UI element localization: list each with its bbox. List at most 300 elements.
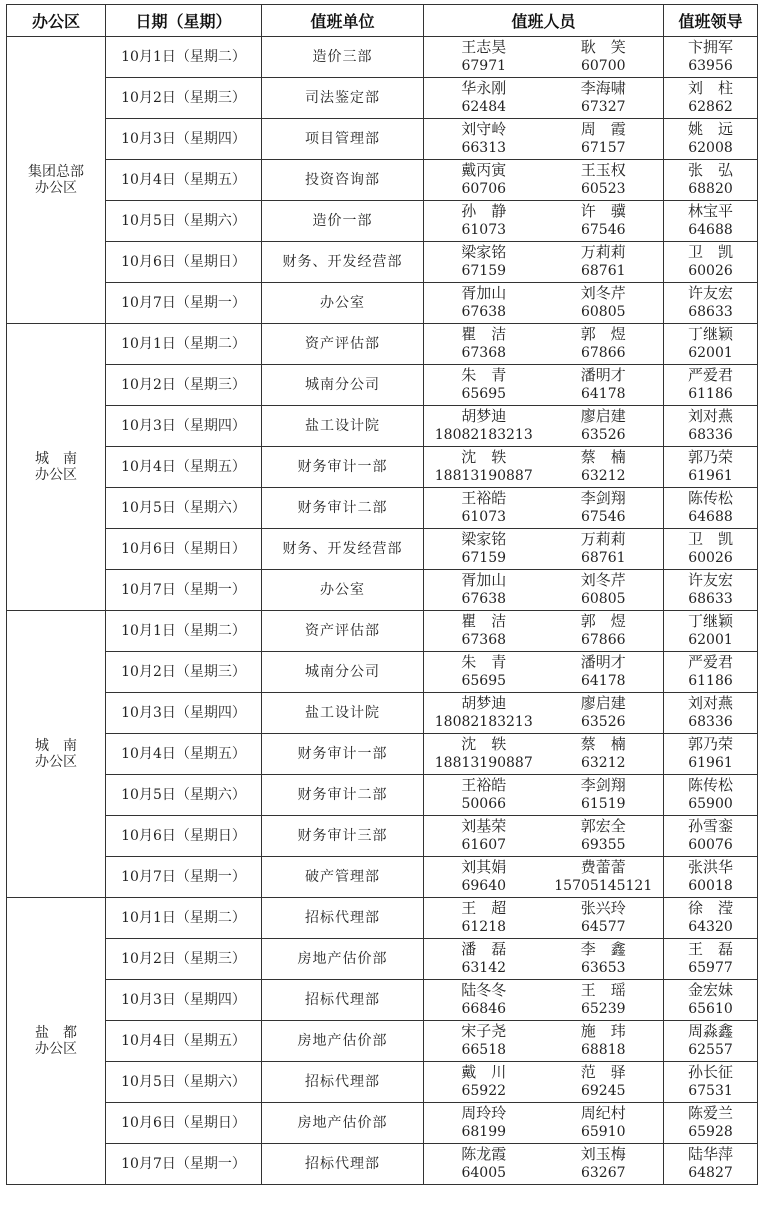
staff-phone: 69640 bbox=[461, 878, 507, 894]
leader-name: 陆华萍 bbox=[687, 1145, 733, 1163]
staff-name: 瞿 洁 bbox=[461, 612, 507, 630]
staff-phone: 63212 bbox=[580, 468, 626, 484]
staff-names bbox=[424, 571, 663, 590]
staff-phone: 61073 bbox=[461, 509, 507, 525]
leader-name: 徐 滢 bbox=[687, 899, 733, 917]
duty-leader-cell bbox=[664, 119, 758, 160]
duty-leader-cell bbox=[664, 734, 758, 775]
staff-names bbox=[424, 243, 663, 262]
date-cell: 10月7日（星期一） bbox=[106, 570, 262, 611]
leader-phone: 60076 bbox=[688, 837, 733, 853]
duty-staff-cell bbox=[424, 898, 664, 939]
staff-name: 陆冬冬 bbox=[461, 981, 507, 999]
staff-name: 李海啸 bbox=[580, 79, 626, 97]
staff-name: 郭宏全 bbox=[580, 817, 626, 835]
staff-phone: 68818 bbox=[580, 1042, 626, 1058]
staff-phone: 65695 bbox=[461, 673, 507, 689]
staff-phone: 63142 bbox=[461, 960, 507, 976]
staff-name: 耿 笑 bbox=[580, 38, 626, 56]
staff-phone: 61607 bbox=[461, 837, 507, 853]
staff-phone: 67971 bbox=[461, 58, 507, 74]
staff-name: 周纪村 bbox=[580, 1104, 626, 1122]
leader-phone: 68633 bbox=[688, 591, 733, 607]
staff-names bbox=[424, 817, 663, 836]
duty-staff-cell bbox=[424, 775, 664, 816]
table-row bbox=[7, 37, 758, 78]
staff-phone: 67866 bbox=[580, 345, 626, 361]
staff-phone: 67368 bbox=[461, 345, 507, 361]
staff-names bbox=[424, 612, 663, 631]
staff-names bbox=[424, 202, 663, 221]
date-cell: 10月7日（星期一） bbox=[106, 283, 262, 324]
duty-unit-cell: 资产评估部 bbox=[262, 324, 424, 365]
duty-staff-cell bbox=[424, 652, 664, 693]
staff-phone: 67327 bbox=[580, 99, 626, 115]
duty-unit-cell: 房地产估价部 bbox=[262, 939, 424, 980]
staff-phone: 66846 bbox=[461, 1001, 507, 1017]
staff-phones bbox=[424, 1000, 663, 1019]
date-cell: 10月3日（星期四） bbox=[106, 980, 262, 1021]
date-cell: 10月1日（星期二） bbox=[106, 611, 262, 652]
office-area-label: 办公区 bbox=[35, 180, 77, 196]
table-row bbox=[7, 693, 758, 734]
staff-phones bbox=[424, 262, 663, 281]
leader-name: 许友宏 bbox=[687, 571, 733, 589]
staff-phone: 64577 bbox=[580, 919, 626, 935]
leader-name: 刘对燕 bbox=[687, 694, 733, 712]
staff-phone: 61218 bbox=[461, 919, 507, 935]
leader-name: 刘对燕 bbox=[687, 407, 733, 425]
staff-names bbox=[424, 120, 663, 139]
duty-leader-cell bbox=[664, 570, 758, 611]
date-cell: 10月2日（星期三） bbox=[106, 365, 262, 406]
duty-leader-cell bbox=[664, 980, 758, 1021]
staff-phone: 69355 bbox=[580, 837, 626, 853]
staff-phones bbox=[424, 139, 663, 158]
staff-phone: 68761 bbox=[580, 263, 626, 279]
staff-name: 王 瑶 bbox=[580, 981, 626, 999]
leader-name: 孙雪銮 bbox=[687, 817, 733, 835]
staff-phone: 18082183213 bbox=[434, 427, 533, 443]
staff-name: 廖启建 bbox=[580, 407, 626, 425]
leader-name: 刘 柱 bbox=[687, 79, 733, 97]
staff-names bbox=[424, 1022, 663, 1041]
table-row bbox=[7, 1103, 758, 1144]
staff-phones bbox=[424, 631, 663, 650]
date-cell: 10月3日（星期四） bbox=[106, 406, 262, 447]
staff-name: 蔡 楠 bbox=[580, 448, 626, 466]
staff-name: 胥加山 bbox=[461, 284, 507, 302]
table-row bbox=[7, 488, 758, 529]
staff-phones bbox=[424, 344, 663, 363]
staff-name: 朱 青 bbox=[461, 366, 507, 384]
duty-leader-cell bbox=[664, 324, 758, 365]
leader-phone: 62001 bbox=[688, 632, 733, 648]
date-cell: 10月2日（星期三） bbox=[106, 939, 262, 980]
leader-phone: 68336 bbox=[688, 427, 733, 443]
header-office: 办公区 bbox=[7, 5, 106, 37]
duty-unit-cell: 造价三部 bbox=[262, 37, 424, 78]
staff-names bbox=[424, 653, 663, 672]
staff-phone: 18082183213 bbox=[434, 714, 533, 730]
duty-leader-cell bbox=[664, 775, 758, 816]
leader-name: 卞拥军 bbox=[687, 38, 733, 56]
staff-name: 刘冬芹 bbox=[580, 284, 626, 302]
staff-names bbox=[424, 1145, 663, 1164]
leader-phone: 64688 bbox=[688, 509, 733, 525]
leader-phone: 60018 bbox=[688, 878, 733, 894]
staff-name: 费蕾蕾 bbox=[580, 858, 626, 876]
staff-names bbox=[424, 448, 663, 467]
staff-phone: 63526 bbox=[580, 427, 626, 443]
staff-names bbox=[424, 735, 663, 754]
table-row bbox=[7, 242, 758, 283]
leader-name: 郭乃荣 bbox=[687, 735, 733, 753]
staff-phone: 63267 bbox=[580, 1165, 626, 1181]
duty-leader-cell bbox=[664, 529, 758, 570]
staff-name: 沈 轶 bbox=[461, 735, 507, 753]
duty-schedule-table bbox=[6, 4, 758, 1185]
date-cell: 10月1日（星期二） bbox=[106, 324, 262, 365]
date-cell: 10月1日（星期二） bbox=[106, 898, 262, 939]
header-leader: 值班领导 bbox=[664, 5, 758, 37]
staff-name: 李剑翔 bbox=[580, 489, 626, 507]
duty-staff-cell bbox=[424, 447, 664, 488]
staff-phones bbox=[424, 918, 663, 937]
staff-name: 陈龙霞 bbox=[461, 1145, 507, 1163]
duty-leader-cell bbox=[664, 857, 758, 898]
table-row bbox=[7, 939, 758, 980]
date-cell: 10月2日（星期三） bbox=[106, 652, 262, 693]
staff-phone: 67157 bbox=[580, 140, 626, 156]
duty-staff-cell bbox=[424, 1144, 664, 1185]
duty-staff-cell bbox=[424, 1062, 664, 1103]
staff-phones bbox=[424, 1123, 663, 1142]
table-row bbox=[7, 324, 758, 365]
duty-staff-cell bbox=[424, 734, 664, 775]
leader-name: 陈传松 bbox=[687, 776, 733, 794]
date-cell: 10月7日（星期一） bbox=[106, 857, 262, 898]
staff-phones bbox=[424, 1041, 663, 1060]
duty-leader-cell bbox=[664, 37, 758, 78]
staff-names bbox=[424, 776, 663, 795]
date-cell: 10月3日（星期四） bbox=[106, 693, 262, 734]
duty-unit-cell: 招标代理部 bbox=[262, 980, 424, 1021]
staff-phones bbox=[424, 303, 663, 322]
staff-phones bbox=[424, 467, 663, 486]
duty-leader-cell bbox=[664, 939, 758, 980]
staff-phones bbox=[424, 754, 663, 773]
staff-phone: 68199 bbox=[461, 1124, 507, 1140]
staff-name: 梁家铭 bbox=[461, 243, 507, 261]
staff-phone: 66518 bbox=[461, 1042, 507, 1058]
table-row bbox=[7, 652, 758, 693]
table-row bbox=[7, 1062, 758, 1103]
duty-leader-cell bbox=[664, 1021, 758, 1062]
duty-unit-cell: 财务审计一部 bbox=[262, 734, 424, 775]
staff-name: 朱 青 bbox=[461, 653, 507, 671]
staff-names bbox=[424, 79, 663, 98]
duty-leader-cell bbox=[664, 488, 758, 529]
leader-phone: 65977 bbox=[688, 960, 733, 976]
staff-name: 刘其娟 bbox=[461, 858, 507, 876]
staff-phone: 63653 bbox=[580, 960, 626, 976]
staff-name: 孙 静 bbox=[461, 202, 507, 220]
duty-unit-cell: 财务审计一部 bbox=[262, 447, 424, 488]
duty-unit-cell: 城南分公司 bbox=[262, 365, 424, 406]
duty-leader-cell bbox=[664, 1144, 758, 1185]
office-area-cell bbox=[7, 37, 106, 324]
leader-name: 金宏妹 bbox=[687, 981, 733, 999]
staff-names bbox=[424, 899, 663, 918]
staff-phone: 65239 bbox=[580, 1001, 626, 1017]
duty-staff-cell bbox=[424, 242, 664, 283]
staff-phone: 60700 bbox=[580, 58, 626, 74]
duty-staff-cell bbox=[424, 693, 664, 734]
staff-phone: 64005 bbox=[461, 1165, 507, 1181]
staff-phones bbox=[424, 1082, 663, 1101]
staff-phone: 67638 bbox=[461, 304, 507, 320]
staff-phone: 60523 bbox=[580, 181, 626, 197]
staff-phone: 61519 bbox=[580, 796, 626, 812]
staff-phone: 67546 bbox=[580, 509, 626, 525]
duty-leader-cell bbox=[664, 365, 758, 406]
leader-name: 丁继颖 bbox=[687, 325, 733, 343]
office-area-label: 办公区 bbox=[35, 1041, 77, 1057]
staff-name: 沈 轶 bbox=[461, 448, 507, 466]
table-row bbox=[7, 447, 758, 488]
header-staff: 值班人员 bbox=[424, 5, 664, 37]
staff-name: 胡梦迪 bbox=[461, 694, 507, 712]
leader-phone: 64320 bbox=[688, 919, 733, 935]
table-row bbox=[7, 1144, 758, 1185]
staff-name: 戴 川 bbox=[461, 1063, 507, 1081]
leader-phone: 65610 bbox=[688, 1001, 733, 1017]
staff-phone: 67159 bbox=[461, 263, 507, 279]
staff-phone: 65695 bbox=[461, 386, 507, 402]
leader-phone: 63956 bbox=[688, 58, 733, 74]
duty-unit-cell: 办公室 bbox=[262, 570, 424, 611]
duty-staff-cell bbox=[424, 37, 664, 78]
staff-name: 王裕皓 bbox=[461, 776, 507, 794]
staff-phone: 69245 bbox=[580, 1083, 626, 1099]
staff-phone: 67638 bbox=[461, 591, 507, 607]
table-row bbox=[7, 78, 758, 119]
duty-unit-cell: 财务审计二部 bbox=[262, 775, 424, 816]
date-cell: 10月4日（星期五） bbox=[106, 734, 262, 775]
leader-name: 卫 凯 bbox=[687, 530, 733, 548]
staff-phones bbox=[424, 57, 663, 76]
leader-name: 卫 凯 bbox=[687, 243, 733, 261]
staff-name: 戴丙寅 bbox=[461, 161, 507, 179]
staff-name: 万莉莉 bbox=[580, 530, 626, 548]
office-area-cell bbox=[7, 324, 106, 611]
staff-phone: 68761 bbox=[580, 550, 626, 566]
date-cell: 10月6日（星期日） bbox=[106, 816, 262, 857]
staff-name: 刘冬芹 bbox=[580, 571, 626, 589]
date-cell: 10月5日（星期六） bbox=[106, 201, 262, 242]
leader-phone: 60026 bbox=[688, 263, 733, 279]
duty-unit-cell: 投资咨询部 bbox=[262, 160, 424, 201]
date-cell: 10月4日（星期五） bbox=[106, 1021, 262, 1062]
staff-name: 梁家铭 bbox=[461, 530, 507, 548]
duty-unit-cell: 房地产估价部 bbox=[262, 1103, 424, 1144]
staff-names bbox=[424, 694, 663, 713]
staff-name: 郭 煜 bbox=[580, 325, 626, 343]
date-cell: 10月6日（星期日） bbox=[106, 1103, 262, 1144]
duty-unit-cell: 财务审计二部 bbox=[262, 488, 424, 529]
staff-name: 刘守岭 bbox=[461, 120, 507, 138]
staff-phones bbox=[424, 836, 663, 855]
staff-name: 范 驿 bbox=[580, 1063, 626, 1081]
duty-leader-cell bbox=[664, 78, 758, 119]
leader-name: 许友宏 bbox=[687, 284, 733, 302]
duty-unit-cell: 项目管理部 bbox=[262, 119, 424, 160]
staff-phone: 60805 bbox=[580, 591, 626, 607]
duty-staff-cell bbox=[424, 324, 664, 365]
staff-name: 胡梦迪 bbox=[461, 407, 507, 425]
table-row bbox=[7, 365, 758, 406]
date-cell: 10月1日（星期二） bbox=[106, 37, 262, 78]
staff-names bbox=[424, 325, 663, 344]
staff-names bbox=[424, 1104, 663, 1123]
staff-names bbox=[424, 38, 663, 57]
staff-names bbox=[424, 981, 663, 1000]
duty-leader-cell bbox=[664, 816, 758, 857]
table-row bbox=[7, 529, 758, 570]
staff-name: 瞿 洁 bbox=[461, 325, 507, 343]
table-row bbox=[7, 857, 758, 898]
staff-phone: 64178 bbox=[580, 673, 626, 689]
staff-phone: 63212 bbox=[580, 755, 626, 771]
staff-name: 许 骥 bbox=[580, 202, 626, 220]
table-row bbox=[7, 1021, 758, 1062]
staff-phones bbox=[424, 590, 663, 609]
duty-unit-cell: 招标代理部 bbox=[262, 1062, 424, 1103]
duty-staff-cell bbox=[424, 816, 664, 857]
staff-phone: 66313 bbox=[461, 140, 507, 156]
leader-phone: 62001 bbox=[688, 345, 733, 361]
staff-phones bbox=[424, 959, 663, 978]
table-body bbox=[7, 37, 758, 1185]
staff-name: 王志昊 bbox=[461, 38, 507, 56]
staff-name: 施 玮 bbox=[580, 1022, 626, 1040]
table-header bbox=[7, 5, 758, 37]
leader-phone: 61961 bbox=[688, 468, 733, 484]
table-row bbox=[7, 160, 758, 201]
duty-staff-cell bbox=[424, 365, 664, 406]
staff-phone: 15705145121 bbox=[554, 878, 653, 894]
staff-phone: 60805 bbox=[580, 304, 626, 320]
table-row bbox=[7, 816, 758, 857]
leader-name: 林宝平 bbox=[687, 202, 733, 220]
leader-name: 陈传松 bbox=[687, 489, 733, 507]
duty-staff-cell bbox=[424, 201, 664, 242]
staff-phone: 65910 bbox=[580, 1124, 626, 1140]
staff-name: 周玲玲 bbox=[461, 1104, 507, 1122]
duty-leader-cell bbox=[664, 447, 758, 488]
staff-phone: 67159 bbox=[461, 550, 507, 566]
date-cell: 10月5日（星期六） bbox=[106, 775, 262, 816]
leader-phone: 60026 bbox=[688, 550, 733, 566]
leader-name: 张 弘 bbox=[687, 161, 733, 179]
leader-name: 严爱君 bbox=[687, 653, 733, 671]
duty-unit-cell: 财务、开发经营部 bbox=[262, 242, 424, 283]
staff-name: 潘明才 bbox=[580, 366, 626, 384]
header-date: 日期（星期） bbox=[106, 5, 262, 37]
staff-phones bbox=[424, 385, 663, 404]
office-area-label: 办公区 bbox=[35, 754, 77, 770]
table-row bbox=[7, 570, 758, 611]
staff-name: 王 超 bbox=[461, 899, 507, 917]
office-area-cell bbox=[7, 898, 106, 1185]
date-cell: 10月5日（星期六） bbox=[106, 488, 262, 529]
staff-names bbox=[424, 489, 663, 508]
office-area-label: 城 南 bbox=[35, 451, 77, 467]
leader-phone: 67531 bbox=[688, 1083, 733, 1099]
leader-phone: 62008 bbox=[688, 140, 733, 156]
staff-name: 刘玉梅 bbox=[580, 1145, 626, 1163]
staff-phone: 67866 bbox=[580, 632, 626, 648]
staff-name: 蔡 楠 bbox=[580, 735, 626, 753]
duty-unit-cell: 资产评估部 bbox=[262, 611, 424, 652]
duty-leader-cell bbox=[664, 406, 758, 447]
duty-staff-cell bbox=[424, 1021, 664, 1062]
staff-names bbox=[424, 1063, 663, 1082]
staff-name: 潘明才 bbox=[580, 653, 626, 671]
duty-leader-cell bbox=[664, 1103, 758, 1144]
staff-phones bbox=[424, 877, 663, 896]
duty-staff-cell bbox=[424, 857, 664, 898]
leader-phone: 64688 bbox=[688, 222, 733, 238]
leader-name: 郭乃荣 bbox=[687, 448, 733, 466]
duty-leader-cell bbox=[664, 652, 758, 693]
staff-phone: 63526 bbox=[580, 714, 626, 730]
staff-names bbox=[424, 940, 663, 959]
duty-staff-cell bbox=[424, 1103, 664, 1144]
staff-phones bbox=[424, 549, 663, 568]
leader-phone: 68633 bbox=[688, 304, 733, 320]
staff-name: 王裕皓 bbox=[461, 489, 507, 507]
table-row bbox=[7, 119, 758, 160]
duty-leader-cell bbox=[664, 1062, 758, 1103]
duty-staff-cell bbox=[424, 529, 664, 570]
duty-staff-cell bbox=[424, 160, 664, 201]
staff-phone: 61073 bbox=[461, 222, 507, 238]
table-row bbox=[7, 283, 758, 324]
staff-phones bbox=[424, 713, 663, 732]
duty-unit-cell: 招标代理部 bbox=[262, 898, 424, 939]
duty-unit-cell: 办公室 bbox=[262, 283, 424, 324]
staff-name: 万莉莉 bbox=[580, 243, 626, 261]
date-cell: 10月2日（星期三） bbox=[106, 78, 262, 119]
staff-phones bbox=[424, 426, 663, 445]
leader-phone: 61186 bbox=[688, 673, 733, 689]
duty-staff-cell bbox=[424, 406, 664, 447]
staff-names bbox=[424, 407, 663, 426]
duty-staff-cell bbox=[424, 119, 664, 160]
staff-name: 廖启建 bbox=[580, 694, 626, 712]
leader-phone: 62557 bbox=[688, 1042, 733, 1058]
staff-names bbox=[424, 284, 663, 303]
date-cell: 10月4日（星期五） bbox=[106, 160, 262, 201]
staff-phone: 60706 bbox=[461, 181, 507, 197]
leader-phone: 64827 bbox=[688, 1165, 733, 1181]
duty-staff-cell bbox=[424, 611, 664, 652]
duty-unit-cell: 造价一部 bbox=[262, 201, 424, 242]
leader-phone: 61186 bbox=[688, 386, 733, 402]
leader-name: 孙长征 bbox=[687, 1063, 733, 1081]
